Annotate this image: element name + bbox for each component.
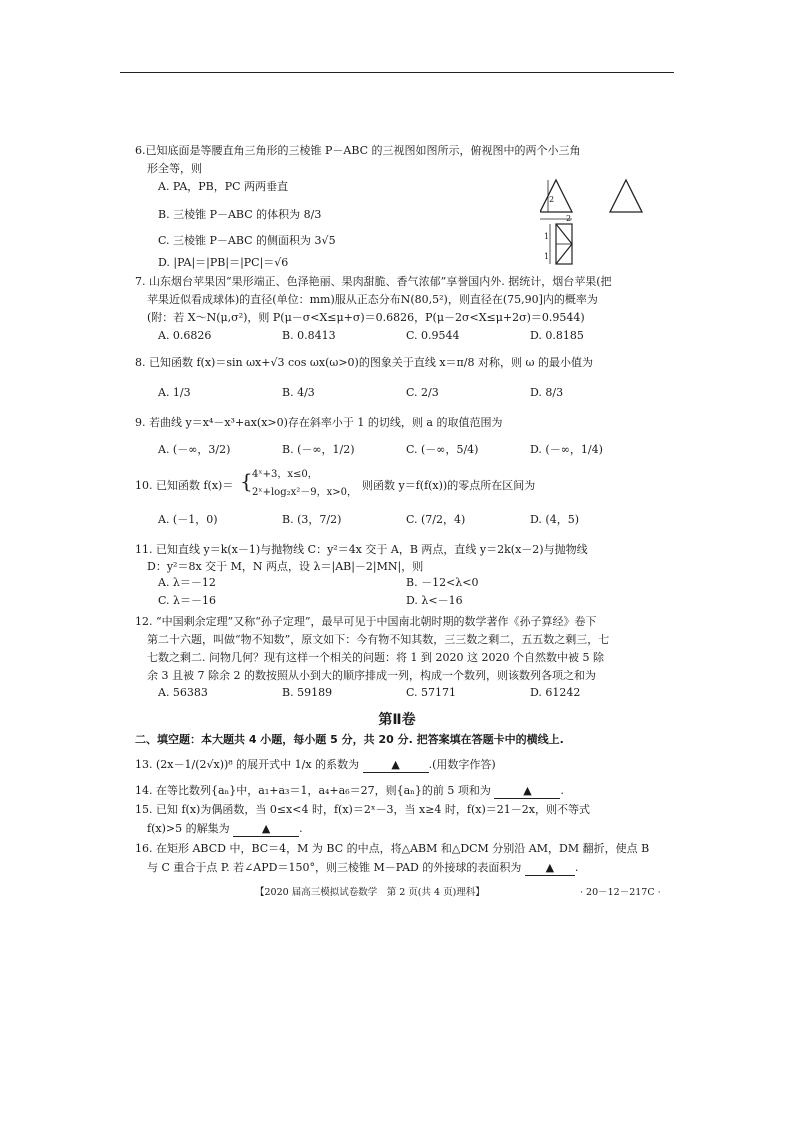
q13-stem-text: 13. (2x－1/(2√x))⁸ 的展开式中 1/x 的系数为	[135, 758, 360, 771]
q7-option-a: A. 0.6826	[158, 329, 212, 342]
q10-stem-prefix: 10. 已知函数 f(x)＝	[135, 479, 234, 492]
q12-option-c: C. 57171	[406, 686, 457, 699]
q10-case-1: 4ˣ+3，x≤0，	[252, 469, 318, 480]
q12-option-a: A. 56383	[158, 686, 208, 699]
figure-dim-label-mid: 2	[566, 214, 572, 223]
section-2-title: 第Ⅱ卷	[378, 712, 416, 728]
q13-answer-blank	[363, 758, 429, 773]
q13-stem	[135, 758, 496, 773]
q11-option-c: C. λ＝－16	[158, 594, 216, 607]
q7-stem-line3: (附：若 X～N(μ,σ²)，则 P(μ－σ<X≤μ+σ)＝0.6826，P(μ－2σ<X≤μ+2σ)＝0.9544)	[147, 311, 585, 324]
q10-option-d: D. (4，5)	[530, 513, 580, 526]
q14-stem	[135, 784, 564, 799]
q12-stem-line3: 七数之剩二. 问物几何？现有这样一个相关的问题：将 1 到 2020 这 2020 个自然数中被 5 除	[147, 651, 604, 664]
q8-option-c: C. 2/3	[406, 386, 439, 399]
q11-option-d: D. λ<－16	[406, 594, 463, 607]
q15-blank-marker: ▲	[261, 822, 271, 835]
footer-page-info: 【2020 届高三模拟试卷数学 第 2 页(共 4 页)理科】	[255, 887, 485, 898]
q12-option-d: D. 61242	[530, 686, 581, 699]
q9-option-c: C. (－∞，5/4)	[406, 443, 479, 456]
q9-option-d: D. (－∞，1/4)	[530, 443, 603, 456]
figure-dim-label-top: 2	[549, 195, 555, 204]
q6-option-c: C. 三棱锥 P－ABC 的侧面积为 3√5	[158, 234, 336, 247]
q7-option-d: D. 0.8185	[530, 329, 584, 342]
q10-option-c: C. (7/2，4)	[406, 513, 466, 526]
q15-stem-line1: 15. 已知 f(x)为偶函数，当 0≤x<4 时，f(x)＝2ˣ－3，当 x≥4 时，f(x)＝21－2x，则不等式	[135, 803, 590, 816]
q13-blank-marker: ▲	[391, 758, 400, 771]
q16-stem-tail: .	[574, 861, 579, 874]
q11-option-b: B. －12<λ<0	[406, 576, 479, 589]
q8-option-d: D. 8/3	[530, 386, 564, 399]
q13-stem-tail: .(用数字作答)	[428, 758, 496, 771]
q12-stem-line1: 12. “中国剩余定理”又称“孙子定理”，最早可见于中国南北朝时期的数学著作《孙子算经》卷下	[135, 615, 597, 628]
q6-stem-line2: 形全等，则	[147, 162, 202, 175]
q10-stem-suffix: 则函数 y＝f(f(x))的零点所在区间为	[362, 479, 536, 492]
q8-option-b: B. 4/3	[282, 386, 315, 399]
q7-stem-line2: 苹果近似看成球体)的直径(单位：mm)服从正态分布N(80,5²)，则直径在(75,90]内的概率为	[147, 293, 598, 306]
q8-stem: 8. 已知函数 f(x)＝sin ωx+√3 cos ωx(ω>0)的图象关于直线 x＝π/8 对称，则 ω 的最小值为	[135, 356, 593, 369]
figure-dim-label-left1: 1	[544, 232, 550, 241]
q7-option-b: B. 0.8413	[282, 329, 336, 342]
q15-answer-blank	[233, 822, 299, 837]
q14-stem-text: 14. 在等比数列{aₙ}中，a₁+a₃＝1，a₄+a₆＝27，则{aₙ}的前 5 项和为	[135, 784, 491, 797]
q8-option-a: A. 1/3	[158, 386, 191, 399]
q10-case-2: 2ˣ+log₂x²－9，x>0，	[252, 487, 357, 498]
q9-option-b: B. (－∞，1/2)	[282, 443, 355, 456]
q15-stem-tail: .	[299, 822, 303, 835]
q14-stem-tail: .	[560, 784, 564, 797]
q7-option-c: C. 0.9544	[406, 329, 460, 342]
q11-stem-line2: D：y²＝8x 交于 M，N 两点，设 λ＝|AB|－2|MN|，则	[147, 560, 424, 573]
q7-stem-line1: 7. 山东烟台苹果因“果形端正、色泽艳丽、果肉甜脆、香气浓郁”享誉国内外. 据统计，烟台苹果(把	[135, 275, 612, 288]
q16-blank-marker: ▲	[545, 861, 555, 874]
q15-stem-line2	[147, 822, 303, 837]
header-rule	[120, 72, 674, 73]
q6-option-b: B. 三棱锥 P－ABC 的体积为 8/3	[158, 208, 322, 221]
q16-stem-text: 与 C 重合于点 P. 若∠APD＝150°，则三棱锥 M－PAD 的外接球的表面积为	[147, 861, 522, 874]
q6-option-a: A. PA，PB，PC 两两垂直	[158, 180, 289, 193]
q11-option-a: A. λ＝－12	[158, 576, 216, 589]
top-view-diagonal-1	[556, 224, 572, 244]
q12-stem-line4: 余 3 且被 7 除余 2 的数按照从小到大的顺序排成一列，构成一个数列，则该数列各项之和为	[147, 669, 596, 682]
q14-blank-marker: ▲	[523, 784, 532, 797]
side-view-triangle	[610, 180, 642, 212]
q9-option-a: A. (－∞，3/2)	[158, 443, 231, 456]
q16-answer-blank	[525, 861, 575, 876]
q10-brace: {	[240, 469, 253, 493]
q16-stem-line1: 16. 在矩形 ABCD 中，BC＝4，M 为 BC 的中点，将△ABM 和△DCM 分别沿 AM，DM 翻折，使点 B	[135, 842, 650, 855]
q10-option-b: B. (3，7/2)	[282, 513, 342, 526]
q10-option-a: A. (－1，0)	[158, 513, 218, 526]
q14-answer-blank	[494, 784, 560, 799]
three-view-figure	[540, 176, 650, 268]
figure-dim-label-left2: 1	[544, 252, 550, 261]
q6-stem-line1: 6.已知底面是等腰直角三角形的三棱锥 P－ABC 的三视图如图所示，俯视图中的两个小三角	[135, 144, 581, 157]
top-view-diagonal-2	[556, 244, 572, 264]
q15-stem-text: f(x)>5 的解集为	[147, 822, 230, 835]
footer-code: · 20－12－217C ·	[580, 887, 661, 898]
q12-option-b: B. 59189	[282, 686, 333, 699]
q6-option-d: D. |PA|＝|PB|＝|PC|＝√6	[158, 256, 289, 269]
section-2-instructions: 二、填空题：本大题共 4 小题，每小题 5 分，共 20 分. 把答案填在答题卡中的横线上.	[135, 733, 564, 746]
q11-stem-line1: 11. 已知直线 y＝k(x－1)与抛物线 C：y²＝4x 交于 A，B 两点，直线 y＝2k(x－2)与抛物线	[135, 543, 588, 556]
q9-stem: 9. 若曲线 y＝x⁴－x³+ax(x>0)存在斜率小于 1 的切线，则 a 的取值范围为	[135, 416, 503, 429]
q12-stem-line2: 第二十六题，叫做“物不知数”，原文如下：今有物不知其数，三三数之剩二，五五数之剩三，七	[147, 633, 610, 646]
q16-stem-line2	[147, 861, 578, 876]
front-view-triangle	[540, 180, 572, 212]
